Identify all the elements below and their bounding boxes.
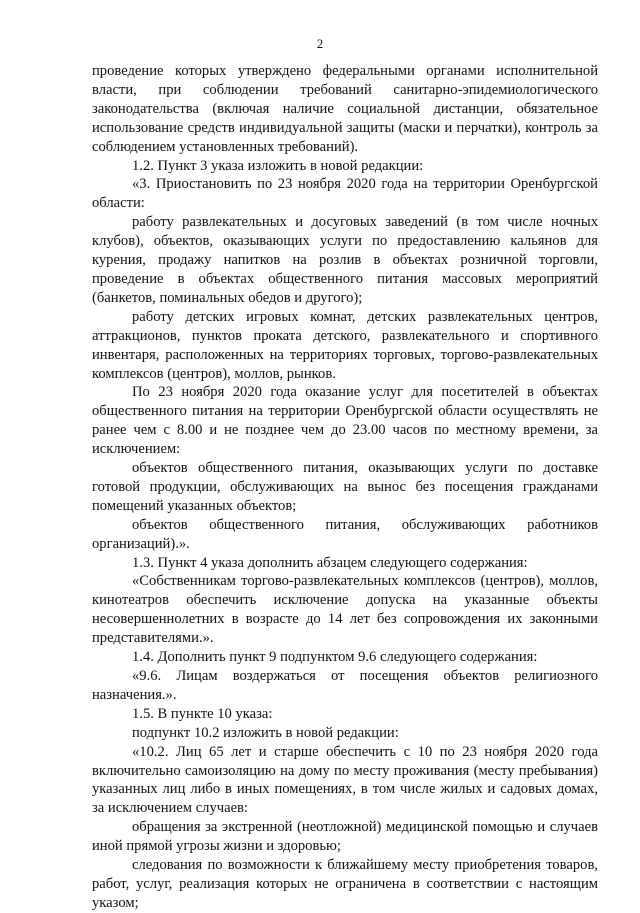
paragraph-clause-9-6: «9.6. Лицам воздержаться от посещения объектов религиозного назначения.». — [92, 668, 598, 703]
paragraph-entertainment: работу развлекательных и досуговых заведений (в том числе ночных клубов), объектов, оказывающих услуги по предоставлению кальянов для курения, продажу напитков на розлив в объектах розничной торговли, проведение в объектах общественного питания массовых мероприятий (банкетов, поминальных обедов и другого); — [92, 214, 598, 306]
paragraph-item-1-3: 1.3. Пункт 4 указа дополнить абзацем следующего содержания: — [132, 554, 528, 571]
page-number: 2 — [316, 36, 324, 51]
paragraph-children-rooms: работу детских игровых комнат, детских развлекательных центров, аттракционов, пунктов проката детского, развлекательного и спортивного инвентаря, расположенных на территориях торговых, торгово-развлекательных комплексов (центров), моллов, рынков. — [92, 308, 598, 382]
paragraph-shopping-exception: следования по возможности к ближайшему месту приобретения товаров, работ, услуг, реализация которых не ограничена в соответствии с настоящим указом; — [92, 857, 598, 911]
paragraph-mall-owners: «Собственникам торгово-развлекательных комплексов (центров), моллов, кинотеатров обеспечить исключение допуска на указанные объекты несовершеннолетних в возрасте до 14 лет без сопровождения их законными представителями.». — [92, 573, 598, 647]
paragraph-clause-10-2: «10.2. Лиц 65 лет и старше обеспечить с 10 по 23 ноября 2020 года включительно самоизоляцию на дому по месту проживания (месту пребывания) указанных лиц либо в иных помещениях, в том числе жилых и садовых домах, за исключением случаев: — [92, 743, 598, 817]
paragraph-item-1-2: 1.2. Пункт 3 указа изложить в новой редакции: — [132, 157, 424, 174]
document-body — [92, 62, 598, 913]
paragraph-medical-exception: обращения за экстренной (неотложной) медицинской помощью и случаев иной прямой угрозы жизни и здоровью; — [92, 819, 598, 855]
paragraph-item-1-4: 1.4. Дополнить пункт 9 подпунктом 9.6 следующего содержания: — [132, 649, 538, 666]
paragraph-catering-hours: По 23 ноября 2020 года оказание услуг для посетителей в объектах общественного питания на территории Оренбургской области осуществлять не ранее чем с 8.00 и не позднее чем до 23.00 часов по местному времени, за исключением: — [92, 384, 598, 458]
paragraph-clause-3: «3. Приостановить по 23 ноября 2020 года на территории Оренбургской области: — [92, 176, 598, 212]
paragraph-staff-exception: объектов общественного питания, обслуживающих работников организаций).». — [92, 516, 598, 552]
paragraph-continuation: проведение которых утверждено федеральными органами исполнительной власти, при соблюдении требований санитарно-эпидемиологического законодательства (включая наличие социальной дистанции, обязательное использование средств индивидуальной защиты (маски и перчатки), контроль за соблюдением установленных требований). — [92, 63, 598, 155]
paragraph-delivery-exception: объектов общественного питания, оказывающих услуги по доставке готовой продукции, обслуживающих на вынос без посещения гражданами помещений указанных объектов; — [92, 460, 598, 514]
paragraph-subclause-10-2-intro: подпункт 10.2 изложить в новой редакции: — [132, 724, 399, 741]
paragraph-item-1-5: 1.5. В пункте 10 указа: — [132, 705, 273, 722]
